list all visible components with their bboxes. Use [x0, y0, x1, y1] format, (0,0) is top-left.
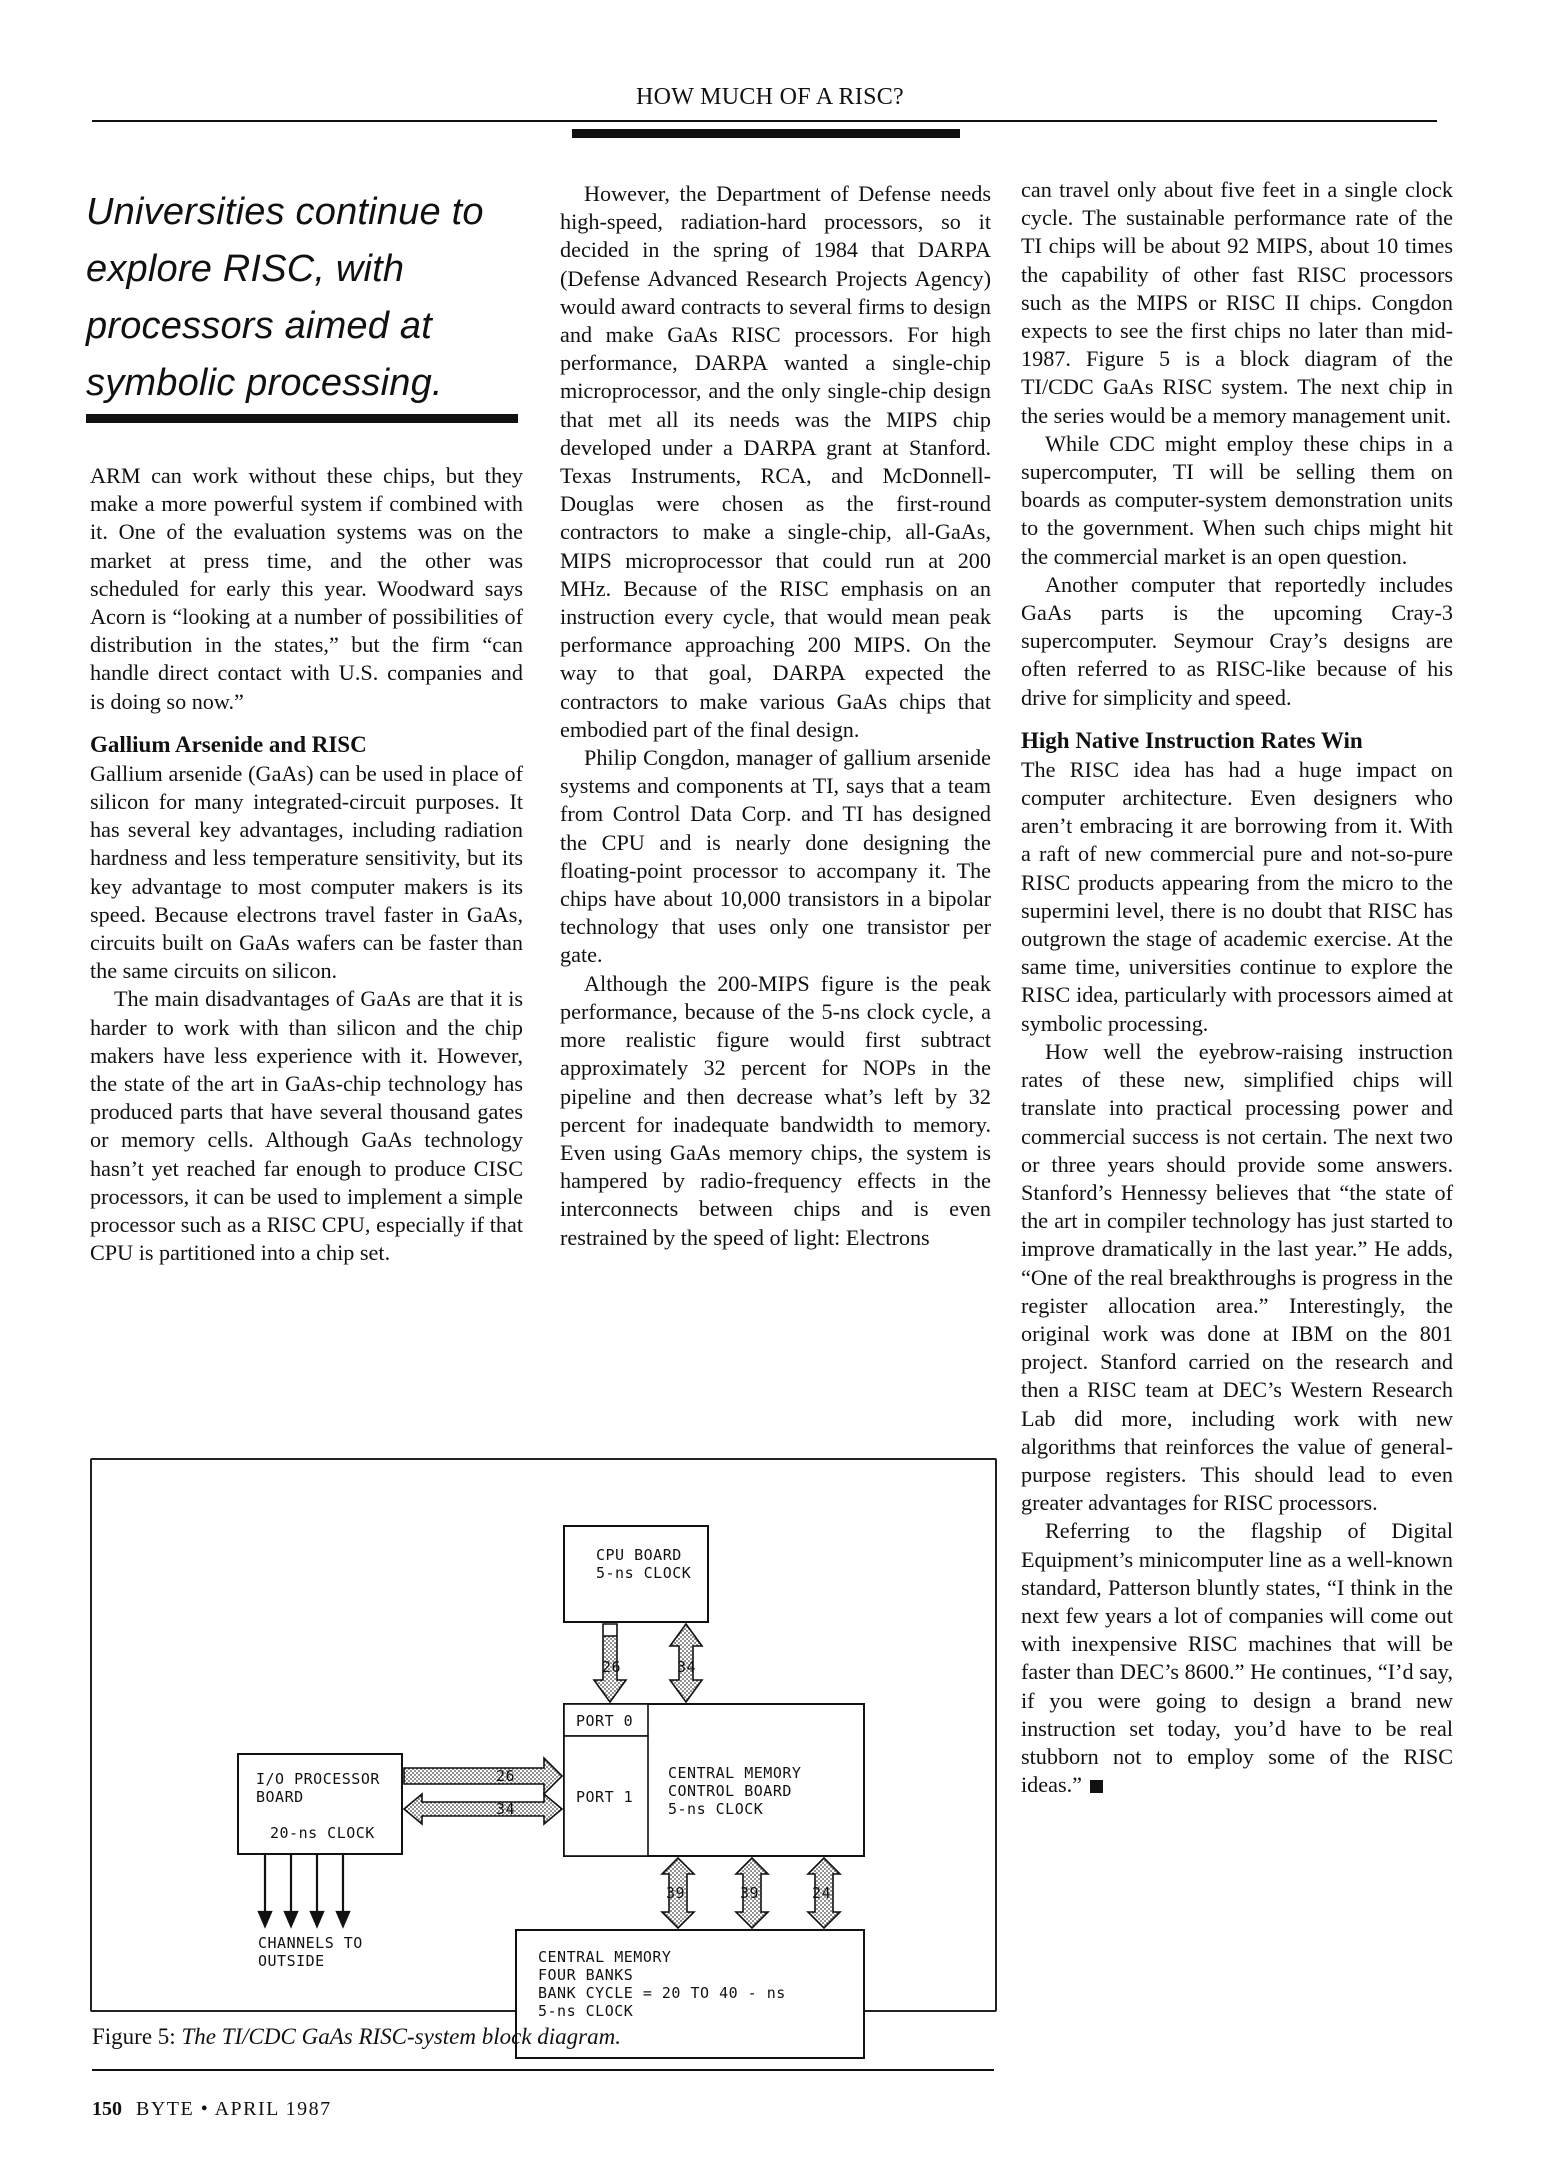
cmcb-label-2: CONTROL BOARD	[668, 1782, 792, 1800]
page-footer	[92, 2098, 332, 2121]
bus-width-io-left: 34	[496, 1800, 516, 1818]
central-memory-clock: 5-ns CLOCK	[538, 2002, 634, 2020]
header-rule	[92, 120, 1437, 122]
bus-width-memory-1: 39	[666, 1884, 686, 1902]
paragraph: How well the eyebrow-raising instruction rates of these new, simplified chips will translate into practical processing power and commercial success is not certain. The next two or three years should provide some answers. Stanford’s Hennessy believes that “the state of the art in compiler technology has just started to improve dramatically in the last year.” He adds, “One of the real breakthroughs is progress in the register allocation area.” Interestingly, the original work was done at IBM on the 801 project. Stanford carried on the research and then a RISC team at DEC’s Western Research Lab did more, including work with new algorithms that reinforces the value of general-purpose registers. This should lead to even greater advantages for RISC processors.	[1021, 1038, 1453, 1516]
caption-rule	[92, 2069, 994, 2071]
port-0-label: PORT 0	[576, 1712, 634, 1730]
port-1-label: PORT 1	[576, 1788, 634, 1806]
bus-arrow-io-bidirectional	[404, 1794, 562, 1824]
header-bar	[572, 129, 960, 138]
paragraph: ARM can work without these chips, but they make a more powerful system if combined with it. One of the evaluation systems was on the market at press time, and the other was scheduled for early this year. Woodward says Acorn is “looking at a number of possibilities of distribution in the states,” but the firm “can handle direct contact with U.S. companies and is doing so now.”	[90, 463, 523, 714]
block-diagram-svg	[92, 1460, 995, 2020]
paragraph: Although the 200-MIPS figure is the peak performance, because of the 5-ns clock cycle, a more realistic figure would first subtract approximately 32 percent for NOPs in the pipeline and then decrease what’s left by 32 percent for inadequate bandwidth to memory. Even using GaAs memory chips, the system is hampered by radio-frequency effects in the interconnects between chips and is even restrained by the speed of light: Electrons	[560, 970, 991, 1250]
cmcb-label-1: CENTRAL MEMORY	[668, 1764, 802, 1782]
bus-width-memory-2: 39	[740, 1884, 760, 1902]
page-number: 150	[92, 2098, 122, 2120]
figure-caption-text: The TI/CDC GaAs RISC-system block diagram.	[181, 2024, 621, 2049]
paragraph: Philip Congdon, manager of gallium arsenide systems and components at TI, says that a team from Control Data Corp. and TI has designed the CPU and is nearly done designing the floating-point processor to accompany it. The chips have about 10,000 transistors in a bipolar technology that uses only one transistor per gate.	[560, 745, 991, 968]
io-board-clock: 20-ns CLOCK	[270, 1824, 375, 1842]
paragraph: Another computer that reportedly includes GaAs parts is the upcoming Cray-3 supercomputer. Seymour Cray’s designs are often referred to as RISC-like because of his drive for simplicity and speed.	[1021, 571, 1453, 710]
column-2	[560, 180, 991, 1252]
bus-width-io-right: 26	[496, 1767, 516, 1785]
bus-arrow-io-to-memory	[404, 1758, 562, 1794]
column-1	[90, 462, 523, 1267]
footer-publication: BYTE • APRIL 1987	[136, 2098, 332, 2120]
central-memory-banks: FOUR BANKS	[538, 1966, 634, 1984]
central-memory-label: CENTRAL MEMORY	[538, 1948, 672, 1966]
paragraph: The main disadvantages of GaAs are that it is harder to work with than silicon and the chip makers have less experience with it. However, the state of the art in GaAs-chip technology has produced parts that have several thousand gates or memory cells. Although GaAs technology hasn’t yet reached far enough to produce CISC processors, it can be used to implement a simple processor such as a RISC CPU, especially if that CPU is partitioned into a chip set.	[90, 986, 523, 1266]
bus-width-cpu-down: 26	[602, 1658, 622, 1676]
section-heading-gallium-arsenide: Gallium Arsenide and RISC	[90, 731, 367, 757]
channels-label-1: CHANNELS TO	[258, 1934, 363, 1952]
figure-5-block-diagram	[90, 1458, 997, 2020]
running-header: HOW MUCH OF A RISC?	[636, 84, 904, 110]
channels-label-2: OUTSIDE	[258, 1952, 325, 1970]
bus-width-cpu-up: 34	[677, 1658, 697, 1676]
figure-caption	[92, 2024, 621, 2050]
io-board-label-1: I/O PROCESSOR	[256, 1770, 380, 1788]
pull-quote-rule	[86, 414, 518, 423]
paragraph: Gallium arsenide (GaAs) can be used in place of silicon for many integrated-circuit purposes. It has several key advantages, including radiation hardness and less temperature sensitivity, but its key advantage to most computer makers is its speed. Because electrons travel faster in GaAs, circuits built on GaAs wafers can be faster than the same circuits on silicon.	[90, 760, 523, 984]
column-3	[1021, 176, 1453, 1799]
end-mark	[1090, 1780, 1103, 1793]
channel-arrows	[259, 1854, 349, 1926]
cpu-board-label: CPU BOARD	[596, 1546, 682, 1564]
paragraph: Referring to the flagship of Digital Equipment’s minicomputer line as a well-known standard, Patterson bluntly states, “I think in the next few years a lot of companies will come out with inexpensive RISC machines that will be faster than DEC’s 8600.” He continues, “I’d say, if you were going to design a brand new instruction set today, you’d have to be real stubborn not to employ some of the RISC ideas.”	[1021, 1518, 1453, 1798]
cmcb-clock: 5-ns CLOCK	[668, 1800, 764, 1818]
paragraph: However, the Department of Defense needs high-speed, radiation-hard processors, so it decided in the spring of 1984 that DARPA (Defense Advanced Research Projects Agency) would award contracts to several firms to design and make GaAs RISC processors. For high performance, DARPA wanted a single-chip microprocessor, and the only single-chip design that met all its needs was the MIPS chip developed under a DARPA grant at Stanford. Texas Instruments, RCA, and McDonnell-Douglas were chosen as the first-round contractors to make a single-chip, all-GaAs, MIPS microprocessor that could run at 200 MHz. Because of the RISC emphasis on an instruction every cycle, that would mean peak performance approaching 200 MIPS. On the way to that goal, DARPA expected the contractors to make various GaAs chips that embodied part of the final design.	[560, 181, 991, 742]
paragraph: can travel only about five feet in a single clock cycle. The sustainable performance rate of the TI chips will be about 92 MIPS, about 10 times the capability of other fast RISC processors such as the MIPS or RISC II chips. Congdon expects to see the first chips no later than mid-1987. Figure 5 is a block diagram of the TI/CDC GaAs RISC system. The next chip in the series would be a memory management unit.	[1021, 177, 1453, 428]
paragraph: The RISC idea has had a huge impact on computer architecture. Even designers who aren’t embracing it are borrowing from it. With a raft of new commercial pure and not-so-pure RISC products appearing from the micro to the supermini level, there is no doubt that RISC has outgrown the stage of academic exercise. At the same time, universities continue to explore the RISC idea, particularly with processors aimed at symbolic processing.	[1021, 756, 1453, 1036]
cpu-board-clock: 5-ns CLOCK	[596, 1564, 692, 1582]
paragraph: While CDC might employ these chips in a supercomputer, TI will be selling them on boards as computer-system demonstration units to the government. When such chips might hit the commercial market is an open question.	[1021, 430, 1453, 569]
pull-quote: Universities continue to explore RISC, with processors aimed at symbolic processing.	[86, 191, 484, 404]
central-memory-bank-cycle: BANK CYCLE = 20 TO 40 - ns	[538, 1984, 786, 2002]
io-board-label-2: BOARD	[256, 1788, 304, 1806]
bus-width-memory-3: 24	[812, 1884, 832, 1902]
figure-caption-label: Figure 5:	[92, 2024, 176, 2049]
section-heading-instruction-rates: High Native Instruction Rates Win	[1021, 727, 1363, 753]
